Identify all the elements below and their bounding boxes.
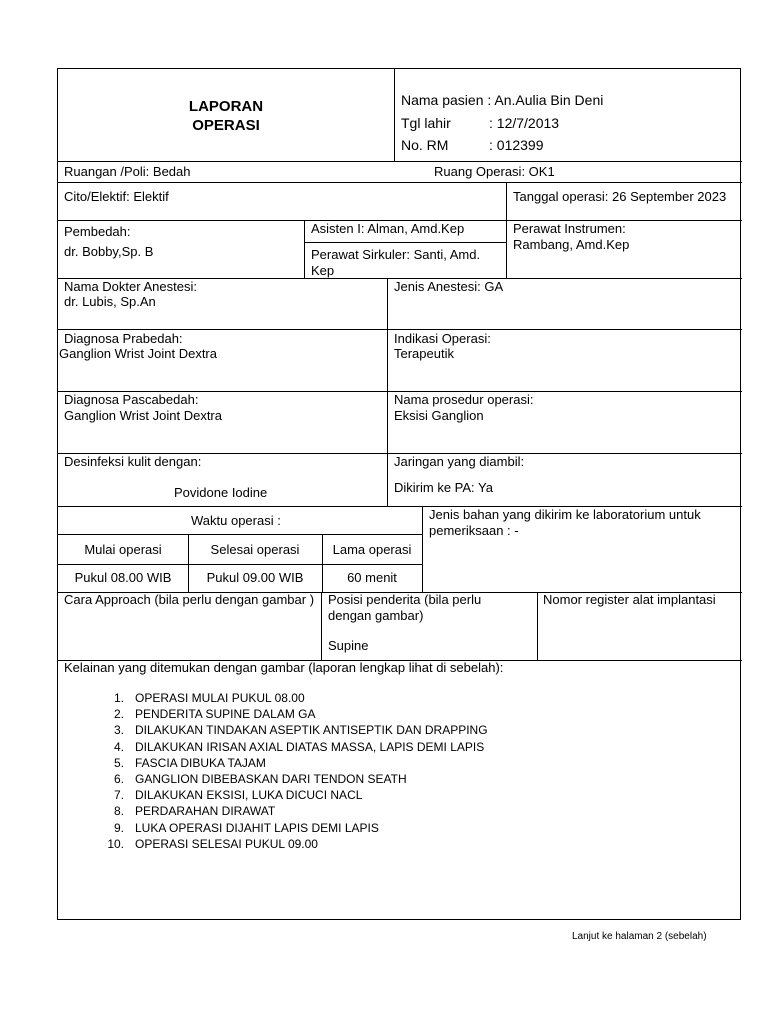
step-number: 10. — [107, 836, 124, 851]
row-divider — [58, 564, 422, 565]
step-number: 7. — [113, 788, 124, 803]
ruang-operasi: Ruang Operasi: OK1 — [434, 164, 555, 179]
row-divider — [304, 242, 506, 243]
step-text: DILAKUKAN IRISAN AXIAL DIATAS MASSA, LAPIS DEMI LAPIS — [135, 739, 485, 754]
step-number: 4. — [113, 739, 124, 754]
indikasi-operasi-label: Indikasi Operasi: — [394, 331, 491, 346]
waktu-operasi-label: Waktu operasi : — [191, 513, 281, 528]
rm-value: : 012399 — [489, 137, 544, 153]
column-divider — [387, 278, 388, 506]
jaringan-value: Dikirim ke PA: Ya — [394, 480, 493, 495]
diagnosa-pascabedah-label: Diagnosa Pascabedah: — [64, 392, 199, 407]
footer-continue-note: Lanjut ke halaman 2 (sebelah) — [572, 931, 707, 942]
nomor-register-implantasi: Nomor register alat implantasi — [543, 592, 716, 607]
step-number: 9. — [113, 820, 124, 835]
diagnosa-pascabedah-value: Ganglion Wrist Joint Dextra — [64, 408, 222, 423]
jaringan-label: Jaringan yang diambil: — [394, 454, 525, 469]
list-item — [102, 803, 488, 819]
step-number: 8. — [113, 804, 124, 819]
step-text: DILAKUKAN TINDAKAN ASEPTIK ANTISEPTIK DAN DRAPPING — [135, 723, 488, 738]
column-divider — [304, 220, 305, 278]
report-title-line2: OPERASI — [192, 117, 260, 134]
dokter-anestesi-label: Nama Dokter Anestesi: — [64, 279, 197, 294]
list-item — [102, 739, 488, 755]
step-text: OPERASI MULAI PUKUL 08.00 — [135, 691, 305, 705]
mulai-operasi-label: Mulai operasi — [84, 542, 162, 557]
jenis-anestesi: Jenis Anestesi: GA — [394, 279, 504, 294]
column-divider — [422, 506, 423, 592]
list-item — [102, 787, 488, 803]
column-divider — [321, 592, 322, 660]
rm-label: No. RM — [401, 137, 449, 153]
list-item — [102, 836, 488, 852]
diagnosa-prabedah-value: Ganglion Wrist Joint Dextra — [59, 346, 217, 361]
report-title-line1: LAPORAN — [188, 98, 264, 115]
mulai-operasi-value: Pukul 08.00 WIB — [74, 570, 172, 585]
perawat-instrumen-label: Perawat Instrumen: — [513, 221, 626, 236]
column-divider — [537, 592, 538, 660]
column-divider — [394, 69, 395, 161]
step-text: PERDARAHAN DIRAWAT — [135, 804, 276, 819]
list-item — [102, 771, 488, 787]
pembedah-label: Pembedah: — [64, 224, 131, 239]
desinfeksi-label: Desinfeksi kulit dengan: — [64, 454, 202, 469]
indikasi-operasi-value: Terapeutik — [394, 346, 454, 361]
procedure-steps-list — [102, 690, 488, 852]
jenis-bahan-laboratorium: Jenis bahan yang dikirim ke laboratorium untuk pemeriksaan : - — [429, 507, 701, 538]
step-number: 2. — [113, 707, 124, 722]
pembedah-value: dr. Bobby,Sp. B — [64, 244, 154, 259]
row-divider — [58, 534, 422, 535]
step-text: DILAKUKAN EKSISI, LUKA DICUCI NACL — [135, 788, 363, 803]
list-item — [102, 690, 488, 706]
asisten: Asisten I: Alman, Amd.Kep — [311, 221, 465, 236]
step-text: LUKA OPERASI DIJAHIT LAPIS DEMI LAPIS — [135, 820, 379, 835]
kelainan-label: Kelainan yang ditemukan dengan gambar (laporan lengkap lihat di sebelah): — [64, 660, 504, 675]
nama-prosedur-value: Eksisi Ganglion — [394, 408, 484, 423]
list-item — [102, 722, 488, 738]
selesai-operasi-label: Selesai operasi — [210, 542, 300, 557]
row-divider — [58, 329, 742, 330]
step-number: 6. — [113, 772, 124, 787]
perawat-sirkuler: Perawat Sirkuler: Santi, Amd. Kep — [311, 247, 481, 278]
tanggal-operasi: Tanggal operasi: 26 September 2023 — [513, 189, 727, 204]
step-number: 1. — [113, 691, 124, 705]
step-text: FASCIA DIBUKA TAJAM — [135, 755, 266, 770]
dob-value: : 12/7/2013 — [489, 115, 560, 131]
column-divider — [506, 182, 507, 278]
desinfeksi-value: Povidone Iodine — [174, 485, 268, 500]
selesai-operasi-value: Pukul 09.00 WIB — [206, 570, 304, 585]
dokter-anestesi-value: dr. Lubis, Sp.An — [64, 294, 156, 309]
patient-name: Nama pasien : An.Aulia Bin Deni — [401, 92, 604, 108]
operation-report-form — [57, 68, 741, 920]
step-number: 3. — [113, 723, 124, 738]
step-text: OPERASI SELESAI PUKUL 09.00 — [135, 836, 318, 851]
lama-operasi-label: Lama operasi — [332, 542, 412, 557]
posisi-penderita-label: Posisi penderita (bila perlu dengan gambar) — [328, 592, 482, 623]
row-divider — [58, 182, 742, 183]
step-text: GANGLION DIBEBASKAN DARI TENDON SEATH — [135, 772, 407, 787]
list-item — [102, 755, 488, 771]
list-item — [102, 820, 488, 836]
list-item — [102, 706, 488, 722]
lama-operasi-value: 60 menit — [347, 570, 397, 585]
nama-prosedur-label: Nama prosedur operasi: — [394, 392, 534, 407]
cito-elektif: Cito/Elektif: Elektif — [64, 189, 169, 204]
perawat-instrumen-value: Rambang, Amd.Kep — [513, 237, 630, 252]
posisi-penderita-value: Supine — [328, 638, 369, 653]
diagnosa-prabedah-label: Diagnosa Prabedah: — [64, 331, 183, 346]
ruangan-poli: Ruangan /Poli: Bedah — [64, 164, 191, 179]
dob-label: Tgl lahir — [401, 115, 451, 131]
step-number: 5. — [113, 755, 124, 770]
step-text: PENDERITA SUPINE DALAM GA — [135, 707, 316, 722]
row-divider — [58, 161, 742, 162]
cara-approach: Cara Approach (bila perlu dengan gambar ) — [64, 592, 315, 607]
report-title — [58, 97, 394, 135]
